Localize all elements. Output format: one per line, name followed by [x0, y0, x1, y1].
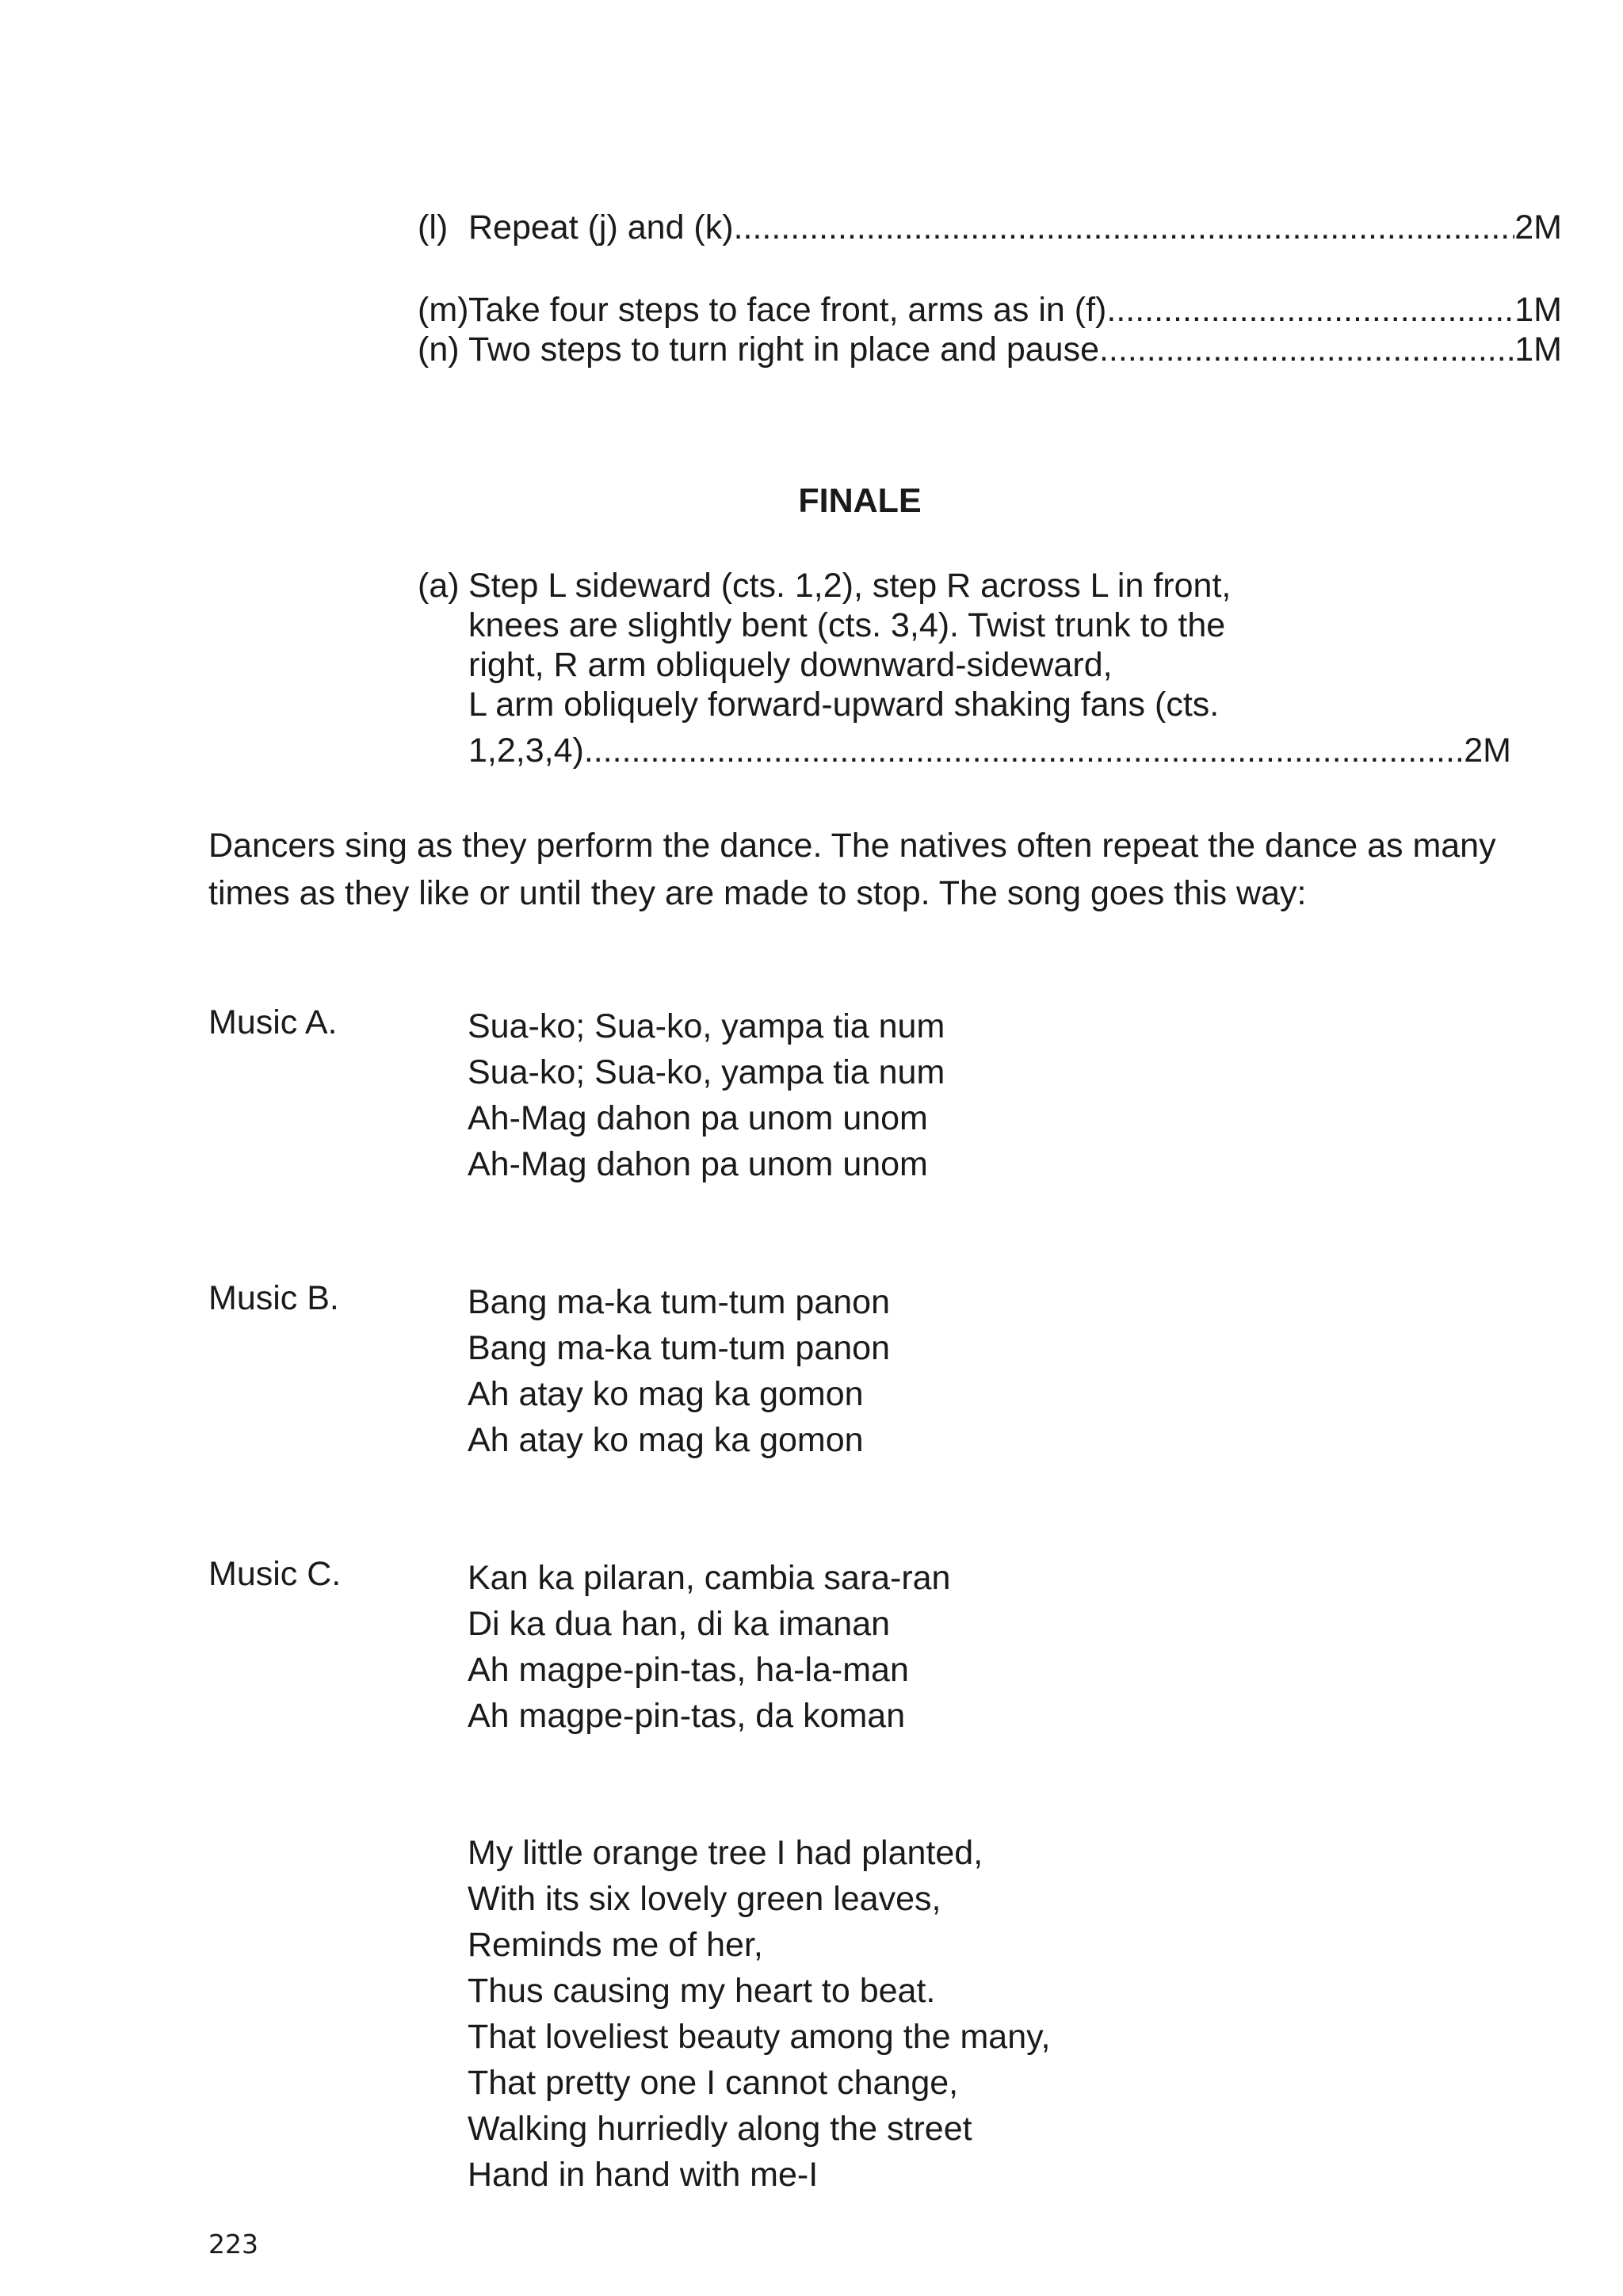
- lyrics-block: [468, 1555, 950, 1739]
- finale-step-a: [418, 566, 1511, 770]
- dot-leader: [1099, 330, 1514, 369]
- lyrics-block: [468, 1003, 945, 1187]
- step-text: Take four steps to face front, arms as in (f): [468, 291, 1107, 329]
- step-label: (l): [418, 208, 449, 246]
- step-measure: 2M: [1514, 208, 1562, 246]
- finale-line: L arm obliquely forward-upward shaking fans (cts.: [468, 686, 1220, 724]
- finale-line: Step L sideward (cts. 1,2), step R across L in front,: [468, 567, 1232, 605]
- step-measure: 1M: [1514, 330, 1562, 369]
- lyric-line: Ah atay ko mag ka gomon: [468, 1375, 864, 1413]
- step-label: (a): [418, 567, 460, 605]
- lyric-line: Ah-Mag dahon pa unom unom: [468, 1099, 928, 1137]
- intro-paragraph: Dancers sing as they perform the dance. The natives often repeat the dance as many times as they like or until they are made to stop. The song goes this way:: [208, 827, 1496, 912]
- translation-line: That loveliest beauty among the many,: [468, 2018, 1051, 2056]
- lyric-line: Bang ma-ka tum-tum panon: [468, 1283, 890, 1321]
- lyric-line: Ah magpe-pin-tas, ha-la-man: [468, 1651, 909, 1689]
- step-label: (m): [418, 291, 469, 329]
- translation-line: With its six lovely green leaves,: [468, 1880, 941, 1918]
- lyric-line: Di ka dua han, di ka imanan: [468, 1605, 891, 1643]
- translation-block: [468, 1830, 1050, 2198]
- lyrics-block: [468, 1279, 890, 1463]
- lyric-line: Ah-Mag dahon pa unom unom: [468, 1145, 928, 1183]
- lyric-line: Bang ma-ka tum-tum panon: [468, 1329, 890, 1367]
- finale-line: 1,2,3,4): [468, 732, 584, 770]
- finale-line: knees are slightly bent (cts. 3,4). Twist trunk to the: [468, 606, 1226, 644]
- lyric-line: Ah atay ko mag ka gomon: [468, 1421, 864, 1459]
- finale-line: right, R arm obliquely downward-sideward,: [468, 646, 1113, 684]
- translation-line: Walking hurriedly along the street: [468, 2110, 972, 2148]
- step-l: [418, 208, 1562, 247]
- translation-line: My little orange tree I had planted,: [468, 1834, 983, 1872]
- step-text: Two steps to turn right in place and pause: [468, 330, 1099, 369]
- translation-line: Reminds me of her,: [468, 1926, 763, 1964]
- dot-leader: [584, 731, 1464, 770]
- translation-line: Thus causing my heart to beat.: [468, 1972, 936, 2010]
- dot-leader: [1106, 290, 1514, 330]
- page-number: 223: [208, 2229, 258, 2260]
- translation-line: Hand in hand with me-I: [468, 2156, 819, 2194]
- step-label: (n): [418, 330, 460, 369]
- step-text: Repeat (j) and (k): [468, 208, 734, 246]
- music-label: Music A.: [208, 1003, 338, 1041]
- lyric-line: Sua-ko; Sua-ko, yampa tia num: [468, 1053, 945, 1091]
- lyric-line: Kan ka pilaran, cambia sara-ran: [468, 1559, 951, 1597]
- step-measure: 2M: [1464, 732, 1511, 770]
- step-m: [418, 290, 1562, 330]
- music-label: Music C.: [208, 1555, 342, 1593]
- lyric-line: Sua-ko; Sua-ko, yampa tia num: [468, 1007, 945, 1045]
- step-n: [418, 330, 1562, 369]
- lyric-line: Ah magpe-pin-tas, da koman: [468, 1697, 906, 1735]
- dot-leader: [734, 208, 1515, 247]
- step-measure: 1M: [1514, 291, 1562, 329]
- section-heading-finale: FINALE: [798, 482, 922, 520]
- translation-line: That pretty one I cannot change,: [468, 2064, 959, 2102]
- music-label: Music B.: [208, 1279, 339, 1317]
